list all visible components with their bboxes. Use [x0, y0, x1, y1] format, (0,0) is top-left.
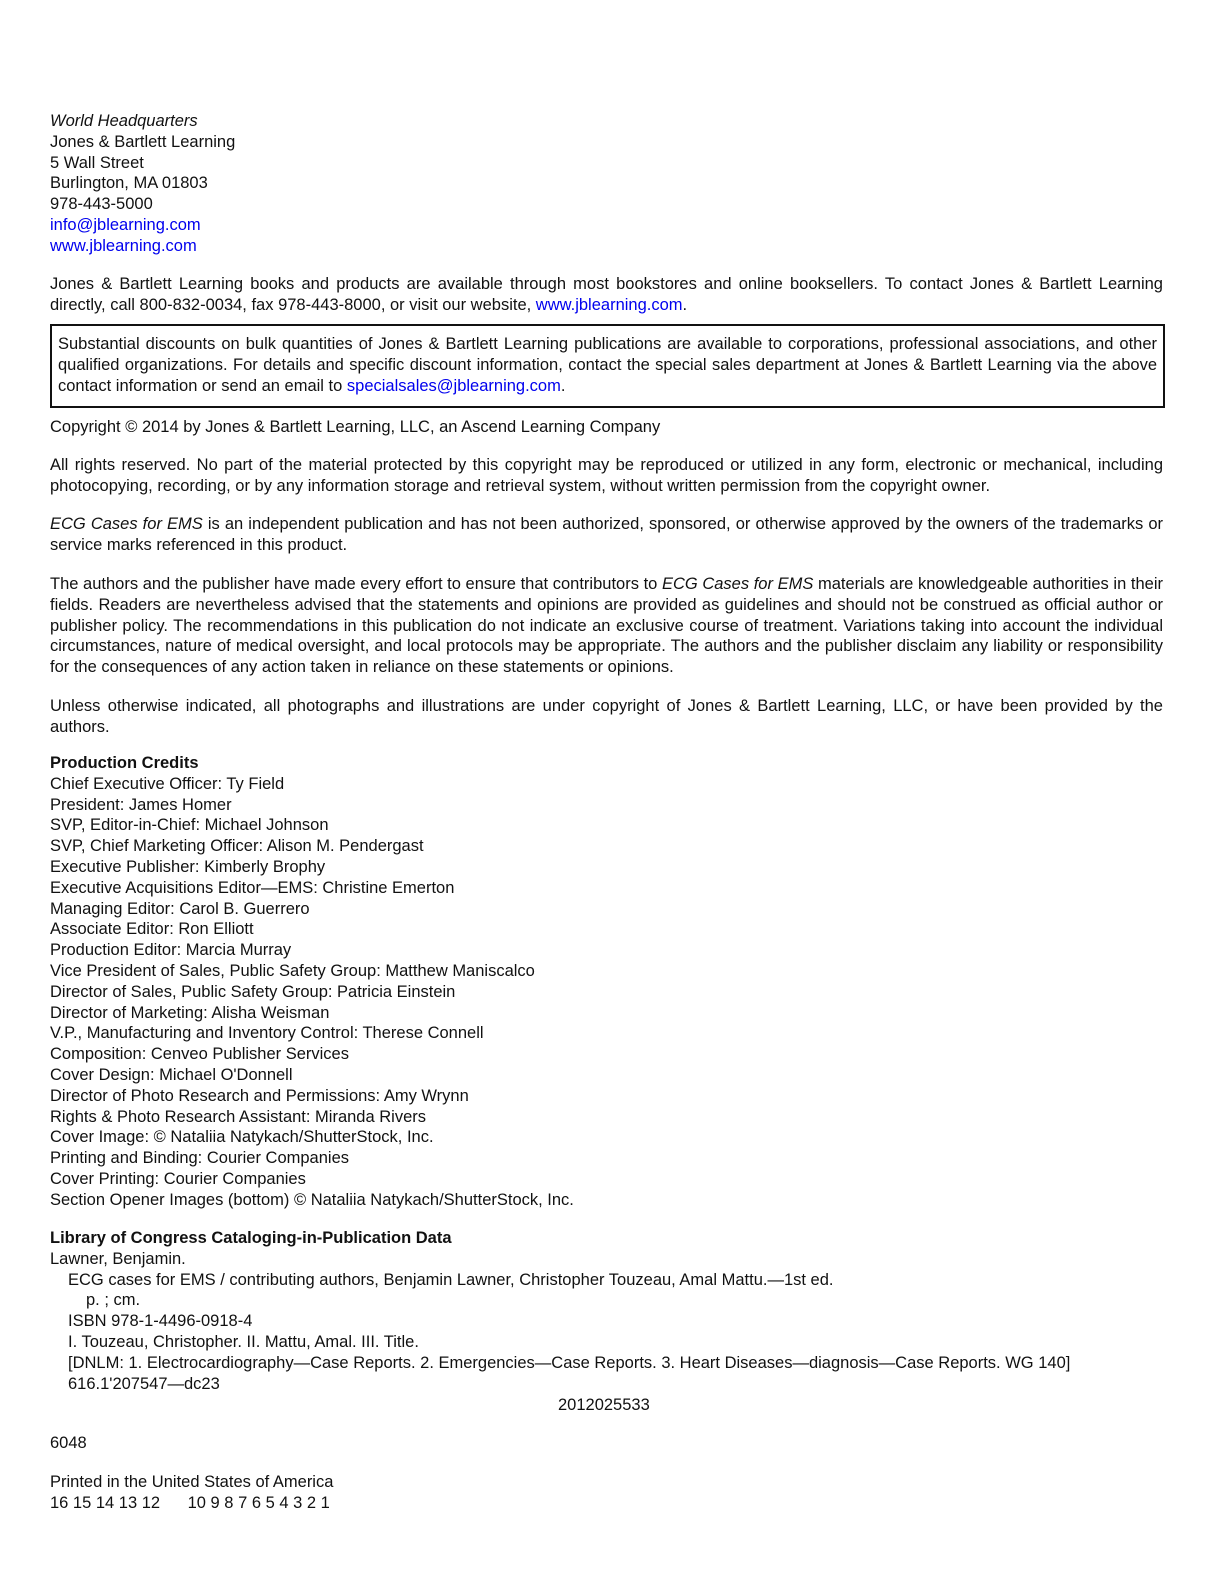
- special-sales-email-link[interactable]: specialsales@jblearning.com: [346, 376, 561, 395]
- credit-item: Rights & Photo Research Assistant: Miranda Rivers: [50, 1107, 426, 1126]
- photos-paragraph: Unless otherwise indicated, all photographs and illustrations are under copyright of Jones & Bartlett Learning, LLC, or have been provided by the authors.: [50, 697, 1163, 736]
- credit-item: Chief Executive Officer: Ty Field: [50, 774, 285, 793]
- print-line: 16 15 14 13 12 10 9 8 7 6 5 4 3 2 1: [50, 1493, 330, 1512]
- credit-item: Composition: Cenveo Publisher Services: [50, 1045, 349, 1064]
- cip-lccn: 2012025533: [558, 1396, 650, 1414]
- credit-item: SVP, Editor-in-Chief: Michael Johnson: [50, 816, 329, 835]
- credit-item: Cover Design: Michael O'Donnell: [50, 1065, 293, 1084]
- code-number: 6048: [50, 1434, 87, 1452]
- credit-item: President: James Homer: [50, 795, 232, 814]
- printing-info: [50, 1472, 1163, 1514]
- hq-line: Burlington, MA 01803: [50, 174, 208, 193]
- credit-item: Cover Printing: Courier Companies: [50, 1169, 306, 1188]
- hq-heading: World Headquarters: [50, 112, 198, 130]
- credits-heading: Production Credits: [50, 754, 199, 772]
- cip-author: Lawner, Benjamin.: [50, 1249, 186, 1268]
- credit-item: Production Editor: Marcia Murray: [50, 941, 292, 960]
- book-title: ECG Cases for EMS: [50, 515, 203, 533]
- independence-paragraph: [50, 514, 1163, 556]
- credit-item: Printing and Binding: Courier Companies: [50, 1149, 349, 1168]
- cip-dnlm: [DNLM: 1. Electrocardiography—Case Reports. 2. Emergencies—Case Reports. 3. Heart Diseases—diagnosis—Case Reports. WG 140]: [68, 1353, 1071, 1372]
- disclaimer-text: The authors and the publisher have made every effort to ensure that contributors to: [50, 575, 662, 593]
- credits-list: [50, 774, 1163, 1211]
- hq-line: Jones & Bartlett Learning: [50, 132, 236, 151]
- book-title: ECG Cases for EMS: [661, 575, 814, 593]
- website-link[interactable]: www.jblearning.com: [535, 295, 683, 314]
- credit-item: Executive Publisher: Kimberly Brophy: [50, 857, 326, 876]
- printed-in: Printed in the United States of America: [50, 1473, 334, 1491]
- cip-added-entries: I. Touzeau, Christopher. II. Mattu, Amal. III. Title.: [68, 1332, 419, 1351]
- disclaimer-paragraph: [50, 574, 1163, 678]
- availability-text: Jones & Bartlett Learning books and products are available through most bookstores and online booksellers. To contact Jones & Bartlett Learning directly, call 800-832-0034, fax 978-443-8000, or visit our website,: [50, 275, 1163, 314]
- credit-item: Director of Photo Research and Permissions: Amy Wrynn: [50, 1086, 469, 1105]
- cip-heading: Library of Congress Cataloging-in-Publication Data: [50, 1229, 452, 1247]
- hq-line: 5 Wall Street: [50, 153, 144, 172]
- credit-item: SVP, Chief Marketing Officer: Alison M. Pendergast: [50, 837, 424, 856]
- credit-item: Vice President of Sales, Public Safety Group: Matthew Maniscalco: [50, 961, 535, 980]
- hq-website-link[interactable]: www.jblearning.com: [50, 236, 197, 255]
- cip-isbn: ISBN 978-1-4496-0918-4: [68, 1312, 253, 1331]
- credit-item: Executive Acquisitions Editor—EMS: Christine Emerton: [50, 878, 455, 897]
- credit-item: V.P., Manufacturing and Inventory Control: Therese Connell: [50, 1024, 484, 1043]
- discount-end: .: [560, 376, 566, 395]
- hq-line: 978-443-5000: [50, 195, 153, 214]
- rights-paragraph: All rights reserved. No part of the material protected by this copyright may be reproduced or utilized in any form, electronic or mechanical, including photocopying, recording, or by any information storage and retrieval system, without written permission from the copyright owner.: [50, 456, 1163, 495]
- availability-end: .: [682, 295, 688, 314]
- cip-classification: 616.1'207547—dc23: [68, 1374, 220, 1393]
- cip-title: ECG cases for EMS / contributing authors, Benjamin Lawner, Christopher Touzeau, Amal Mattu.—1st ed.: [68, 1270, 834, 1289]
- credit-item: Associate Editor: Ron Elliott: [50, 920, 254, 939]
- credit-item: Section Opener Images (bottom) © Nataliia Natykach/ShutterStock, Inc.: [50, 1190, 574, 1209]
- credit-item: Director of Sales, Public Safety Group: Patricia Einstein: [50, 982, 456, 1001]
- headquarters-address: [50, 111, 1163, 257]
- discount-box: [50, 324, 1165, 408]
- production-credits: [50, 753, 1163, 1211]
- availability-paragraph: [50, 274, 1163, 316]
- cip-data: [50, 1228, 1163, 1394]
- copyright-line: Copyright © 2014 by Jones & Bartlett Learning, LLC, an Ascend Learning Company: [50, 418, 661, 436]
- independence-text: is an independent publication and has not been authorized, sponsored, or otherwise approved by the owners of the trademarks or service marks referenced in this product.: [50, 515, 1163, 554]
- hq-email-link[interactable]: info@jblearning.com: [50, 215, 201, 234]
- credit-item: Director of Marketing: Alisha Weisman: [50, 1003, 330, 1022]
- credit-item: Managing Editor: Carol B. Guerrero: [50, 899, 310, 918]
- discount-text: Substantial discounts on bulk quantities of Jones & Bartlett Learning publications are available to corporations, professional associations, and other qualified organizations. For details and specific discount information, contact the special sales department at Jones & Bartlett Learning via the above contact information or send an email to: [58, 335, 1157, 395]
- credit-item: Cover Image: © Nataliia Natykach/ShutterStock, Inc.: [50, 1128, 434, 1147]
- cip-physical: p. ; cm.: [86, 1291, 141, 1310]
- disclaimer-text: materials are knowledgeable authorities in their fields. Readers are nevertheless advised that the statements and opinions are provided as guidelines and should not be construed as official author or publisher policy. The recommendations in this publication do not indicate an exclusive course of treatment. Variations taking into account the individual circumstances, nature of medical oversight, and local protocols may be appropriate. The authors and the publisher disclaim any liability or responsibility for the consequences of any action taken in reliance on these statements or opinions.: [50, 575, 1163, 677]
